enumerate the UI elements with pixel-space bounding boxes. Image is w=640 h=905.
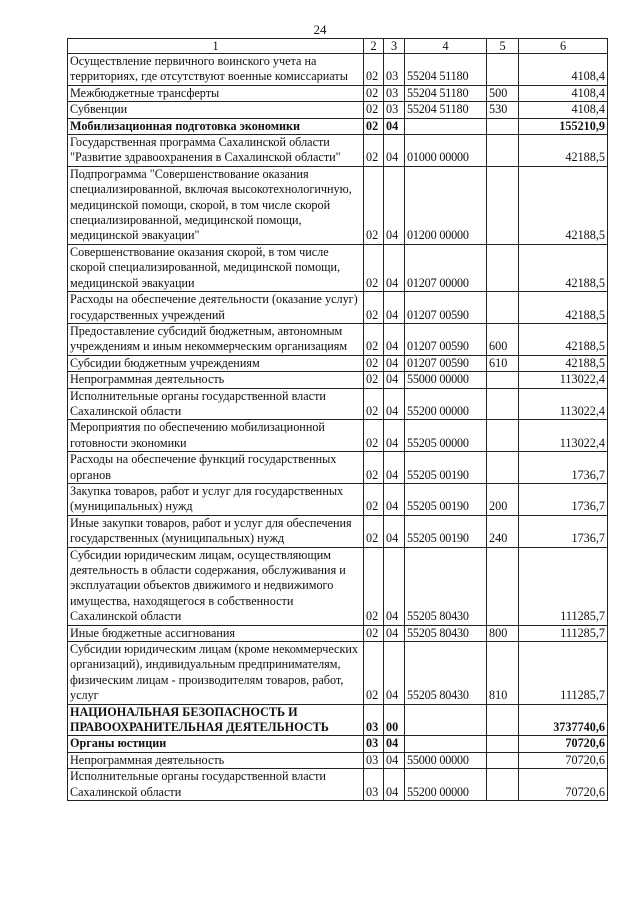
- amount-cell: 42188,5: [519, 135, 608, 167]
- budget-table: [67, 38, 608, 801]
- row-name-cell: Подпрограмма "Совершенствование оказания специализированной, включая высокотехнологичную, медицинской помощи, скорой, в том числе скорой специализированной, медицинской помощи, медицинской эвакуации": [68, 166, 364, 244]
- table-row: [68, 515, 608, 547]
- row-name-cell: Субсидии юридическим лицам, осуществляющим деятельность в области содержания, обслуживания и эксплуатации объектов движимого и недвижимого имущества, находящегося в собственности Сахалинской области: [68, 547, 364, 625]
- expense-type-cell: [487, 736, 519, 752]
- expense-type-cell: [487, 452, 519, 484]
- amount-cell: 4108,4: [519, 54, 608, 86]
- section-code-cell: 02: [364, 547, 384, 625]
- table-row: [68, 292, 608, 324]
- section-code-cell: 03: [364, 736, 384, 752]
- table-row: [68, 355, 608, 371]
- row-name-cell: Непрограммная деятельность: [68, 372, 364, 388]
- target-article-cell: 55205 00000: [405, 420, 487, 452]
- header-col-3: 3: [384, 39, 405, 54]
- expense-type-cell: [487, 292, 519, 324]
- expense-type-cell: 200: [487, 483, 519, 515]
- table-row: [68, 135, 608, 167]
- row-name-cell: Совершенствование оказания скорой, в том числе скорой специализированной, медицинской помощи, медицинской эвакуации: [68, 244, 364, 291]
- header-col-5: 5: [487, 39, 519, 54]
- table-row: [68, 642, 608, 705]
- expense-type-cell: [487, 769, 519, 801]
- table-row: [68, 85, 608, 101]
- target-article-cell: 55200 00000: [405, 769, 487, 801]
- header-col-2: 2: [364, 39, 384, 54]
- subsection-code-cell: 04: [384, 388, 405, 420]
- section-code-cell: 02: [364, 166, 384, 244]
- target-article-cell: 01200 00000: [405, 166, 487, 244]
- section-code-cell: 02: [364, 85, 384, 101]
- table-row: [68, 452, 608, 484]
- subsection-code-cell: 00: [384, 704, 405, 736]
- section-code-cell: 02: [364, 118, 384, 134]
- subsection-code-cell: 04: [384, 736, 405, 752]
- table-row: [68, 769, 608, 801]
- target-article-cell: 55205 00190: [405, 452, 487, 484]
- page-number: 24: [313, 22, 327, 37]
- amount-cell: 155210,9: [519, 118, 608, 134]
- amount-cell: 1736,7: [519, 515, 608, 547]
- subsection-code-cell: 04: [384, 752, 405, 768]
- amount-cell: 113022,4: [519, 388, 608, 420]
- expense-type-cell: 600: [487, 323, 519, 355]
- target-article-cell: 01207 00000: [405, 244, 487, 291]
- table-row: [68, 704, 608, 736]
- row-name-cell: Иные бюджетные ассигнования: [68, 625, 364, 641]
- section-code-cell: 02: [364, 388, 384, 420]
- table-row: [68, 244, 608, 291]
- section-code-cell: 02: [364, 244, 384, 291]
- section-code-cell: 02: [364, 625, 384, 641]
- target-article-cell: 55205 00190: [405, 515, 487, 547]
- table-row: [68, 625, 608, 641]
- expense-type-cell: 530: [487, 102, 519, 118]
- section-code-cell: 02: [364, 323, 384, 355]
- target-article-cell: 01207 00590: [405, 323, 487, 355]
- table-row: [68, 736, 608, 752]
- expense-type-cell: [487, 244, 519, 291]
- row-name-cell: Межбюджетные трансферты: [68, 85, 364, 101]
- table-row: [68, 102, 608, 118]
- expense-type-cell: 800: [487, 625, 519, 641]
- header-col-1: 1: [68, 39, 364, 54]
- amount-cell: 70720,6: [519, 736, 608, 752]
- expense-type-cell: 610: [487, 355, 519, 371]
- header-col-6: 6: [519, 39, 608, 54]
- expense-type-cell: [487, 547, 519, 625]
- row-name-cell: НАЦИОНАЛЬНАЯ БЕЗОПАСНОСТЬ И ПРАВООХРАНИТЕЛЬНАЯ ДЕЯТЕЛЬНОСТЬ: [68, 704, 364, 736]
- expense-type-cell: 500: [487, 85, 519, 101]
- amount-cell: 42188,5: [519, 244, 608, 291]
- subsection-code-cell: 04: [384, 135, 405, 167]
- target-article-cell: 55205 80430: [405, 547, 487, 625]
- target-article-cell: [405, 736, 487, 752]
- row-name-cell: Иные закупки товаров, работ и услуг для обеспечения государственных (муниципальных) нужд: [68, 515, 364, 547]
- row-name-cell: Субсидии юридическим лицам (кроме некоммерческих организаций), индивидуальным предпринимателям, физическим лицам - производителям товаров, работ, услуг: [68, 642, 364, 705]
- amount-cell: 3737740,6: [519, 704, 608, 736]
- subsection-code-cell: 04: [384, 166, 405, 244]
- table-row: [68, 483, 608, 515]
- amount-cell: 42188,5: [519, 292, 608, 324]
- subsection-code-cell: 04: [384, 372, 405, 388]
- section-code-cell: 02: [364, 483, 384, 515]
- section-code-cell: 02: [364, 372, 384, 388]
- table-row: [68, 54, 608, 86]
- table-row: [68, 547, 608, 625]
- target-article-cell: 55205 00190: [405, 483, 487, 515]
- table-body: [68, 54, 608, 801]
- expense-type-cell: 810: [487, 642, 519, 705]
- subsection-code-cell: 04: [384, 547, 405, 625]
- section-code-cell: 02: [364, 642, 384, 705]
- expense-type-cell: [487, 166, 519, 244]
- row-name-cell: Расходы на обеспечение деятельности (оказание услуг) государственных учреждений: [68, 292, 364, 324]
- amount-cell: 111285,7: [519, 625, 608, 641]
- target-article-cell: 55205 80430: [405, 625, 487, 641]
- expense-type-cell: [487, 372, 519, 388]
- target-article-cell: [405, 118, 487, 134]
- subsection-code-cell: 04: [384, 769, 405, 801]
- row-name-cell: Субвенции: [68, 102, 364, 118]
- target-article-cell: 55200 00000: [405, 388, 487, 420]
- amount-cell: 113022,4: [519, 372, 608, 388]
- table-row: [68, 420, 608, 452]
- amount-cell: 70720,6: [519, 752, 608, 768]
- section-code-cell: 02: [364, 292, 384, 324]
- row-name-cell: Закупка товаров, работ и услуг для государственных (муниципальных) нужд: [68, 483, 364, 515]
- row-name-cell: Непрограммная деятельность: [68, 752, 364, 768]
- section-code-cell: 03: [364, 752, 384, 768]
- subsection-code-cell: 04: [384, 452, 405, 484]
- expense-type-cell: [487, 752, 519, 768]
- section-code-cell: 02: [364, 515, 384, 547]
- table-row: [68, 118, 608, 134]
- section-code-cell: 03: [364, 704, 384, 736]
- amount-cell: 111285,7: [519, 547, 608, 625]
- row-name-cell: Расходы на обеспечение функций государственных органов: [68, 452, 364, 484]
- row-name-cell: Исполнительные органы государственной власти Сахалинской области: [68, 769, 364, 801]
- target-article-cell: 55204 51180: [405, 102, 487, 118]
- target-article-cell: 01000 00000: [405, 135, 487, 167]
- amount-cell: 42188,5: [519, 355, 608, 371]
- row-name-cell: Органы юстиции: [68, 736, 364, 752]
- section-code-cell: 02: [364, 102, 384, 118]
- row-name-cell: Государственная программа Сахалинской области "Развитие здравоохранения в Сахалинской области": [68, 135, 364, 167]
- section-code-cell: 02: [364, 135, 384, 167]
- subsection-code-cell: 04: [384, 355, 405, 371]
- subsection-code-cell: 03: [384, 85, 405, 101]
- table-row: [68, 752, 608, 768]
- amount-cell: 4108,4: [519, 102, 608, 118]
- target-article-cell: 55204 51180: [405, 85, 487, 101]
- row-name-cell: Предоставление субсидий бюджетным, автономным учреждениям и иным некоммерческим организациям: [68, 323, 364, 355]
- subsection-code-cell: 04: [384, 323, 405, 355]
- subsection-code-cell: 04: [384, 420, 405, 452]
- target-article-cell: 55204 51180: [405, 54, 487, 86]
- amount-cell: 113022,4: [519, 420, 608, 452]
- section-code-cell: 02: [364, 355, 384, 371]
- subsection-code-cell: 04: [384, 642, 405, 705]
- target-article-cell: 01207 00590: [405, 355, 487, 371]
- amount-cell: 42188,5: [519, 166, 608, 244]
- row-name-cell: Мероприятия по обеспечению мобилизационной готовности экономики: [68, 420, 364, 452]
- subsection-code-cell: 04: [384, 292, 405, 324]
- target-article-cell: [405, 704, 487, 736]
- subsection-code-cell: 04: [384, 625, 405, 641]
- subsection-code-cell: 04: [384, 118, 405, 134]
- row-name-cell: Мобилизационная подготовка экономики: [68, 118, 364, 134]
- section-code-cell: 03: [364, 769, 384, 801]
- subsection-code-cell: 04: [384, 483, 405, 515]
- header-col-4: 4: [405, 39, 487, 54]
- subsection-code-cell: 04: [384, 515, 405, 547]
- expense-type-cell: [487, 118, 519, 134]
- subsection-code-cell: 03: [384, 102, 405, 118]
- amount-cell: 70720,6: [519, 769, 608, 801]
- row-name-cell: Исполнительные органы государственной власти Сахалинской области: [68, 388, 364, 420]
- amount-cell: 4108,4: [519, 85, 608, 101]
- table-row: [68, 166, 608, 244]
- expense-type-cell: [487, 54, 519, 86]
- expense-type-cell: [487, 388, 519, 420]
- table-row: [68, 323, 608, 355]
- target-article-cell: 55205 80430: [405, 642, 487, 705]
- amount-cell: 1736,7: [519, 483, 608, 515]
- expense-type-cell: [487, 420, 519, 452]
- table-row: [68, 372, 608, 388]
- section-code-cell: 02: [364, 420, 384, 452]
- subsection-code-cell: 04: [384, 244, 405, 291]
- table-row: [68, 388, 608, 420]
- expense-type-cell: [487, 135, 519, 167]
- amount-cell: 111285,7: [519, 642, 608, 705]
- row-name-cell: Субсидии бюджетным учреждениям: [68, 355, 364, 371]
- expense-type-cell: [487, 704, 519, 736]
- amount-cell: 42188,5: [519, 323, 608, 355]
- expense-type-cell: 240: [487, 515, 519, 547]
- row-name-cell: Осуществление первичного воинского учета на территориях, где отсутствуют военные комиссариаты: [68, 54, 364, 86]
- amount-cell: 1736,7: [519, 452, 608, 484]
- target-article-cell: 55000 00000: [405, 752, 487, 768]
- header-row: [68, 39, 608, 54]
- section-code-cell: 02: [364, 54, 384, 86]
- target-article-cell: 55000 00000: [405, 372, 487, 388]
- section-code-cell: 02: [364, 452, 384, 484]
- target-article-cell: 01207 00590: [405, 292, 487, 324]
- subsection-code-cell: 03: [384, 54, 405, 86]
- table-header: [68, 39, 608, 54]
